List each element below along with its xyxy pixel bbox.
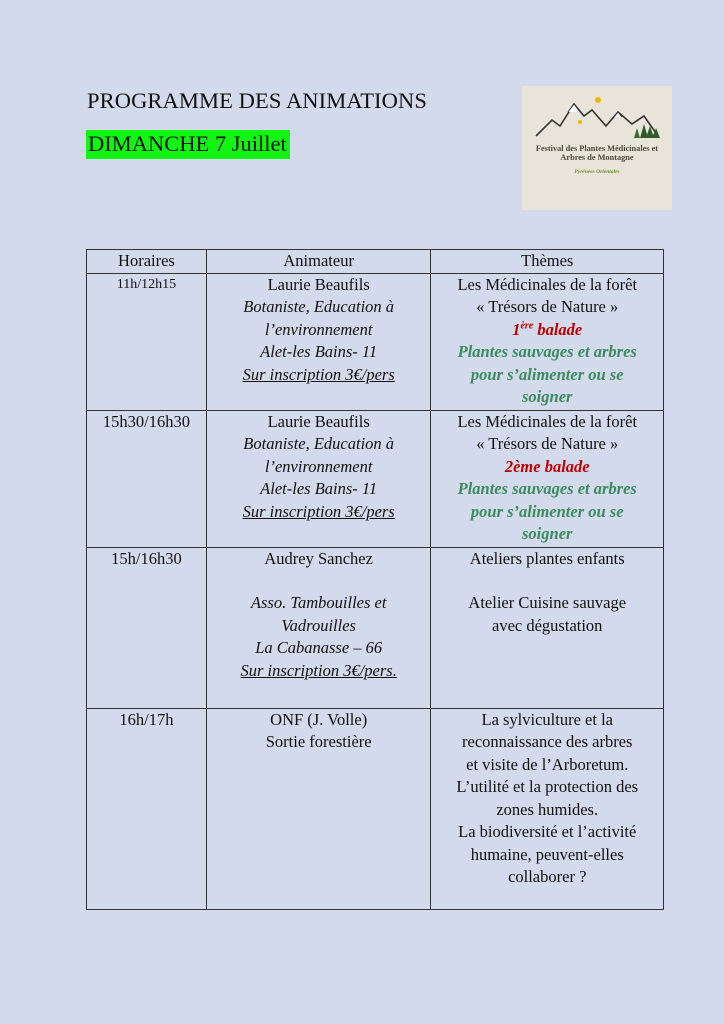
animateur-activity: Sortie forestière xyxy=(265,732,372,751)
theme-cell xyxy=(431,708,664,909)
mountain-icon xyxy=(522,86,672,146)
theme-highlight: Plantes sauvages et arbres xyxy=(457,479,637,498)
balade-label: 1ère balade xyxy=(512,319,583,339)
theme-line: La sylviculture et la xyxy=(481,709,613,729)
animateur-place: La Cabanasse – 66 xyxy=(255,638,383,657)
header-horaires: Horaires xyxy=(87,250,207,274)
inscription-note: Sur inscription 3€/pers xyxy=(242,364,395,384)
logo-title: Festival des Plantes Médicinales et Arbres de Montagne xyxy=(535,144,659,162)
theme-highlight: Plantes sauvages et arbres xyxy=(457,342,637,361)
animateur-role: l’environnement xyxy=(264,319,373,339)
theme-line: collaborer ? xyxy=(508,867,587,886)
time-cell: 15h/16h30 xyxy=(87,547,207,708)
animateur-cell xyxy=(206,410,431,547)
theme-line: « Trésors de Nature » xyxy=(476,297,619,316)
festival-logo xyxy=(522,86,672,210)
header-themes: Thèmes xyxy=(431,250,664,274)
table-row xyxy=(87,708,664,909)
theme-line: humaine, peuvent-elles xyxy=(470,844,624,864)
animateur-cell xyxy=(206,708,431,909)
theme-line: La biodiversité et l’activité xyxy=(458,822,637,841)
time-cell: 15h30/16h30 xyxy=(87,410,207,547)
time-cell: 16h/17h xyxy=(87,708,207,909)
theme-line: et visite de l’Arboretum. xyxy=(466,754,629,774)
page-title: PROGRAMME DES ANIMATIONS xyxy=(87,88,427,113)
theme-line: avec dégustation xyxy=(492,615,603,635)
theme-highlight: pour s’alimenter ou se xyxy=(470,364,624,384)
theme-line: Les Médicinales de la forêt xyxy=(457,274,638,294)
animateur-name: Laurie Beaufils xyxy=(267,274,370,294)
theme-highlight: soigner xyxy=(522,387,573,406)
day-label: DIMANCHE 7 Juillet xyxy=(86,130,290,159)
table-header-row xyxy=(87,250,664,274)
theme-cell xyxy=(431,410,664,547)
animateur-place: Alet-les Bains- 11 xyxy=(260,342,378,361)
program-table xyxy=(86,249,664,910)
theme-line: reconnaissance des arbres xyxy=(462,732,633,751)
table-row xyxy=(87,273,664,410)
theme-line: « Trésors de Nature » xyxy=(476,434,619,453)
table-row xyxy=(87,547,664,708)
logo-subtitle: Pyrénées Orientales xyxy=(574,169,620,175)
theme-line: Ateliers plantes enfants xyxy=(469,548,625,568)
theme-line: Atelier Cuisine sauvage xyxy=(468,593,627,612)
association-name: Vadrouilles xyxy=(281,615,356,635)
animateur-role: Botaniste, Education à xyxy=(243,297,395,316)
inscription-note: Sur inscription 3€/pers. xyxy=(240,660,397,680)
time-cell: 11h/12h15 xyxy=(87,273,207,410)
animateur-name: ONF (J. Volle) xyxy=(270,709,368,729)
animateur-role: Botaniste, Education à xyxy=(243,434,395,453)
association-name: Asso. Tambouilles et xyxy=(250,593,387,612)
inscription-note: Sur inscription 3€/pers xyxy=(242,501,395,521)
animateur-cell xyxy=(206,273,431,410)
theme-line: zones humides. xyxy=(496,799,599,819)
animateur-role: l’environnement xyxy=(264,456,373,476)
balade-label: 2ème balade xyxy=(504,456,590,476)
theme-highlight: pour s’alimenter ou se xyxy=(470,501,624,521)
theme-line: Les Médicinales de la forêt xyxy=(457,411,638,431)
animateur-name: Audrey Sanchez xyxy=(264,548,373,568)
header-animateur: Animateur xyxy=(206,250,431,274)
animateur-place: Alet-les Bains- 11 xyxy=(260,479,378,498)
theme-cell xyxy=(431,547,664,708)
theme-cell xyxy=(431,273,664,410)
animateur-name: Laurie Beaufils xyxy=(267,411,370,431)
animateur-cell xyxy=(206,547,431,708)
theme-highlight: soigner xyxy=(522,524,573,543)
table-row xyxy=(87,410,664,547)
theme-line: L’utilité et la protection des xyxy=(456,777,639,796)
